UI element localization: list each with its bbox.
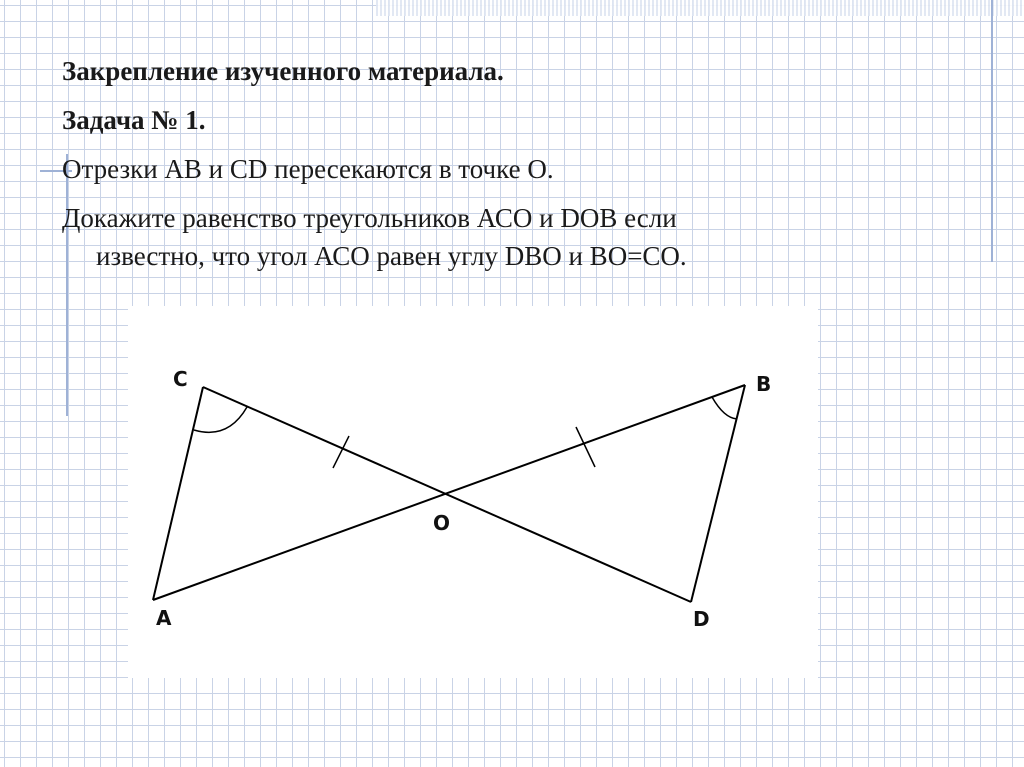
angle-arc-c xyxy=(194,407,247,432)
point-label-d: D xyxy=(693,607,710,631)
point-label-a: A xyxy=(156,606,172,630)
segment-cd xyxy=(203,387,691,602)
slide-text-block xyxy=(62,53,942,287)
task-question-line-2: известно, что угол АСО равен углу DBO и ВО=СО. xyxy=(96,241,687,271)
tick-mark-bo xyxy=(576,427,595,467)
slide-heading: Закрепление изученного материала. xyxy=(62,56,504,86)
segment-ab xyxy=(153,385,745,600)
tick-mark-co xyxy=(333,436,349,468)
geometry-figure xyxy=(128,306,818,678)
task-label: Задача № 1. xyxy=(62,105,206,135)
task-statement: Отрезки АВ и CD пересекаются в точке О. xyxy=(62,154,554,184)
angle-arc-b xyxy=(712,397,737,419)
point-label-b: B xyxy=(756,372,772,396)
point-label-o: O xyxy=(433,511,451,535)
point-label-c: C xyxy=(173,367,188,391)
segment-ca xyxy=(153,387,203,600)
geometry-drawing xyxy=(128,306,818,678)
decorative-top-band xyxy=(376,0,1024,16)
decorative-right-rule xyxy=(991,0,993,262)
segment-bd xyxy=(691,385,745,602)
task-question-line-1: Докажите равенство треугольников АСО и DOB если xyxy=(62,203,677,233)
